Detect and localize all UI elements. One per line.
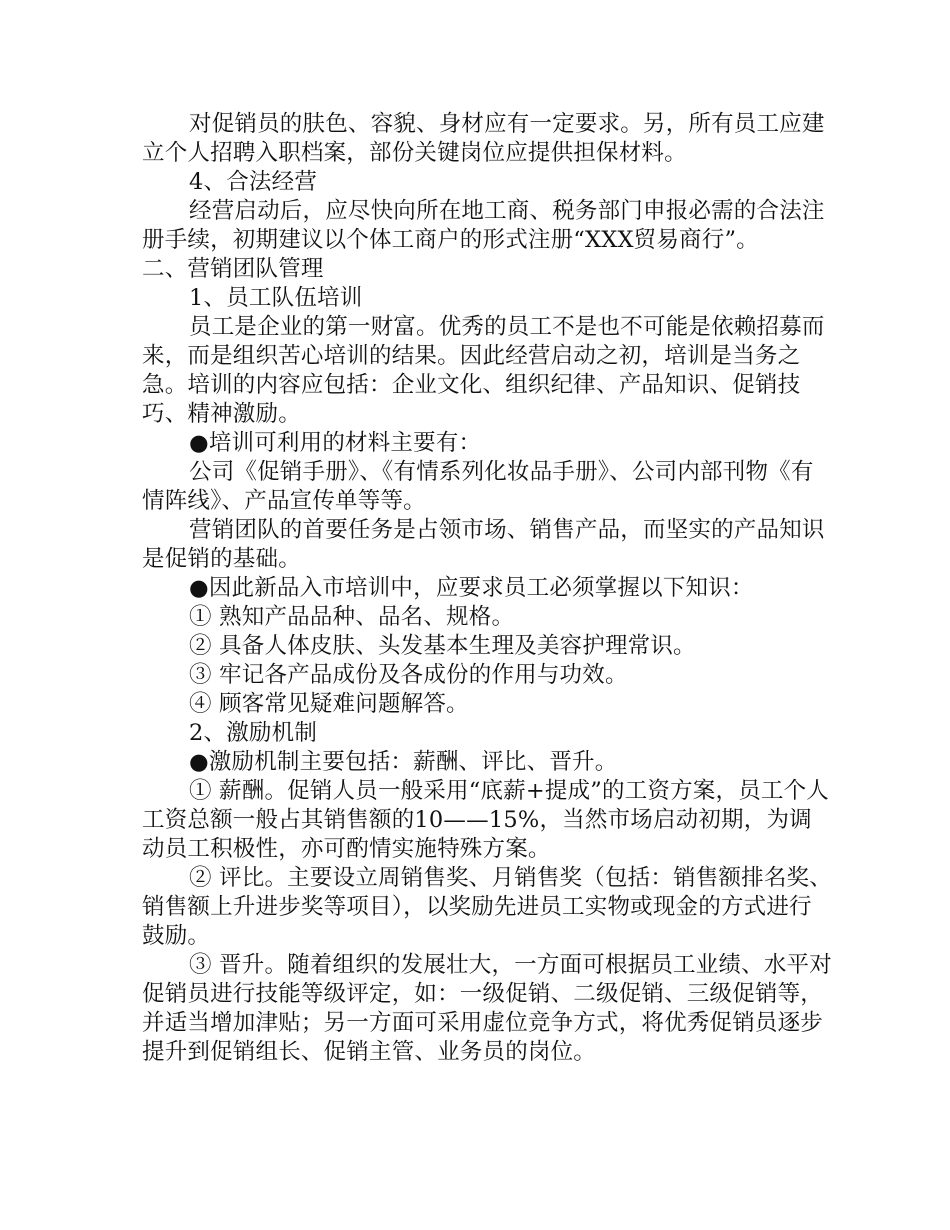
list-item-knowledge-2: ② 具备人体皮肤、头发基本生理及美容护理常识。: [189, 633, 696, 659]
list-item-knowledge-3: ③ 牢记各产品成份及各成份的作用与功效。: [189, 662, 628, 688]
document-body: [142, 110, 832, 1067]
section-heading-team-management: 二、营销团队管理: [142, 256, 324, 282]
bullet-training-materials: ●培训可利用的材料主要有：: [189, 430, 482, 456]
paragraph-legal-registration: 经营启动后，应尽快向所在地工商、税务部门申报必需的合法注册手续，初期建议以个体工商户的形式注册“XXX贸易商行”。: [142, 198, 825, 253]
paragraph-team-task: 营销团队的首要任务是占领市场、销售产品，而坚实的产品知识是促销的基础。: [142, 517, 825, 572]
list-item-evaluation: ② 评比。主要设立周销售奖、月销售奖（包括：销售额排名奖、销售额上升进步奖等项目），以奖励先进员工实物或现金的方式进行鼓励。: [142, 865, 832, 949]
list-item-promotion: ③ 晋升。随着组织的发展壮大，一方面可根据员工业绩、水平对促销员进行技能等级评定，如：一级促销、二级促销、三级促销等，并适当增加津贴；另一方面可采用虚位竞争方式，将优秀促销员逐步提升到促销组长、促销主管、业务员的岗位。: [142, 952, 832, 1065]
bullet-incentive-contents: ●激励机制主要包括：薪酬、评比、晋升。: [189, 749, 618, 775]
bullet-required-knowledge: ●因此新品入市培训中，应要求员工必须掌握以下知识：: [189, 575, 754, 601]
heading-staff-training: 1、员工队伍培训: [189, 285, 363, 311]
list-item-knowledge-1: ① 熟知产品品种、品名、规格。: [189, 604, 515, 630]
heading-legal-operation: 4、合法经营: [189, 169, 318, 195]
list-item-salary: ① 薪酬。促销人员一般采用“底薪+提成”的工资方案，员工个人工资总额一般占其销售额的10——15%，当然市场启动初期，为调动员工积极性，亦可酌情实施特殊方案。: [142, 778, 830, 862]
paragraph-training-importance: 员工是企业的第一财富。优秀的员工不是也不可能是依赖招募而来，而是组织苦心培训的结果。因此经营启动之初，培训是当务之急。培训的内容应包括：企业文化、组织纪律、产品知识、促销技巧、精神激励。: [142, 314, 825, 427]
paragraph-promoter-requirements: 对促销员的肤色、容貌、身材应有一定要求。另，所有员工应建立个人招聘入职档案，部份关键岗位应提供担保材料。: [142, 111, 825, 166]
heading-incentive-mechanism: 2、激励机制: [189, 720, 318, 746]
list-item-knowledge-4: ④ 顾客常见疑难问题解答。: [189, 691, 469, 717]
paragraph-materials-list: 公司《促销手册》、《有情系列化妆品手册》、公司内部刊物《有情阵线》、产品宣传单等等。: [142, 459, 814, 514]
